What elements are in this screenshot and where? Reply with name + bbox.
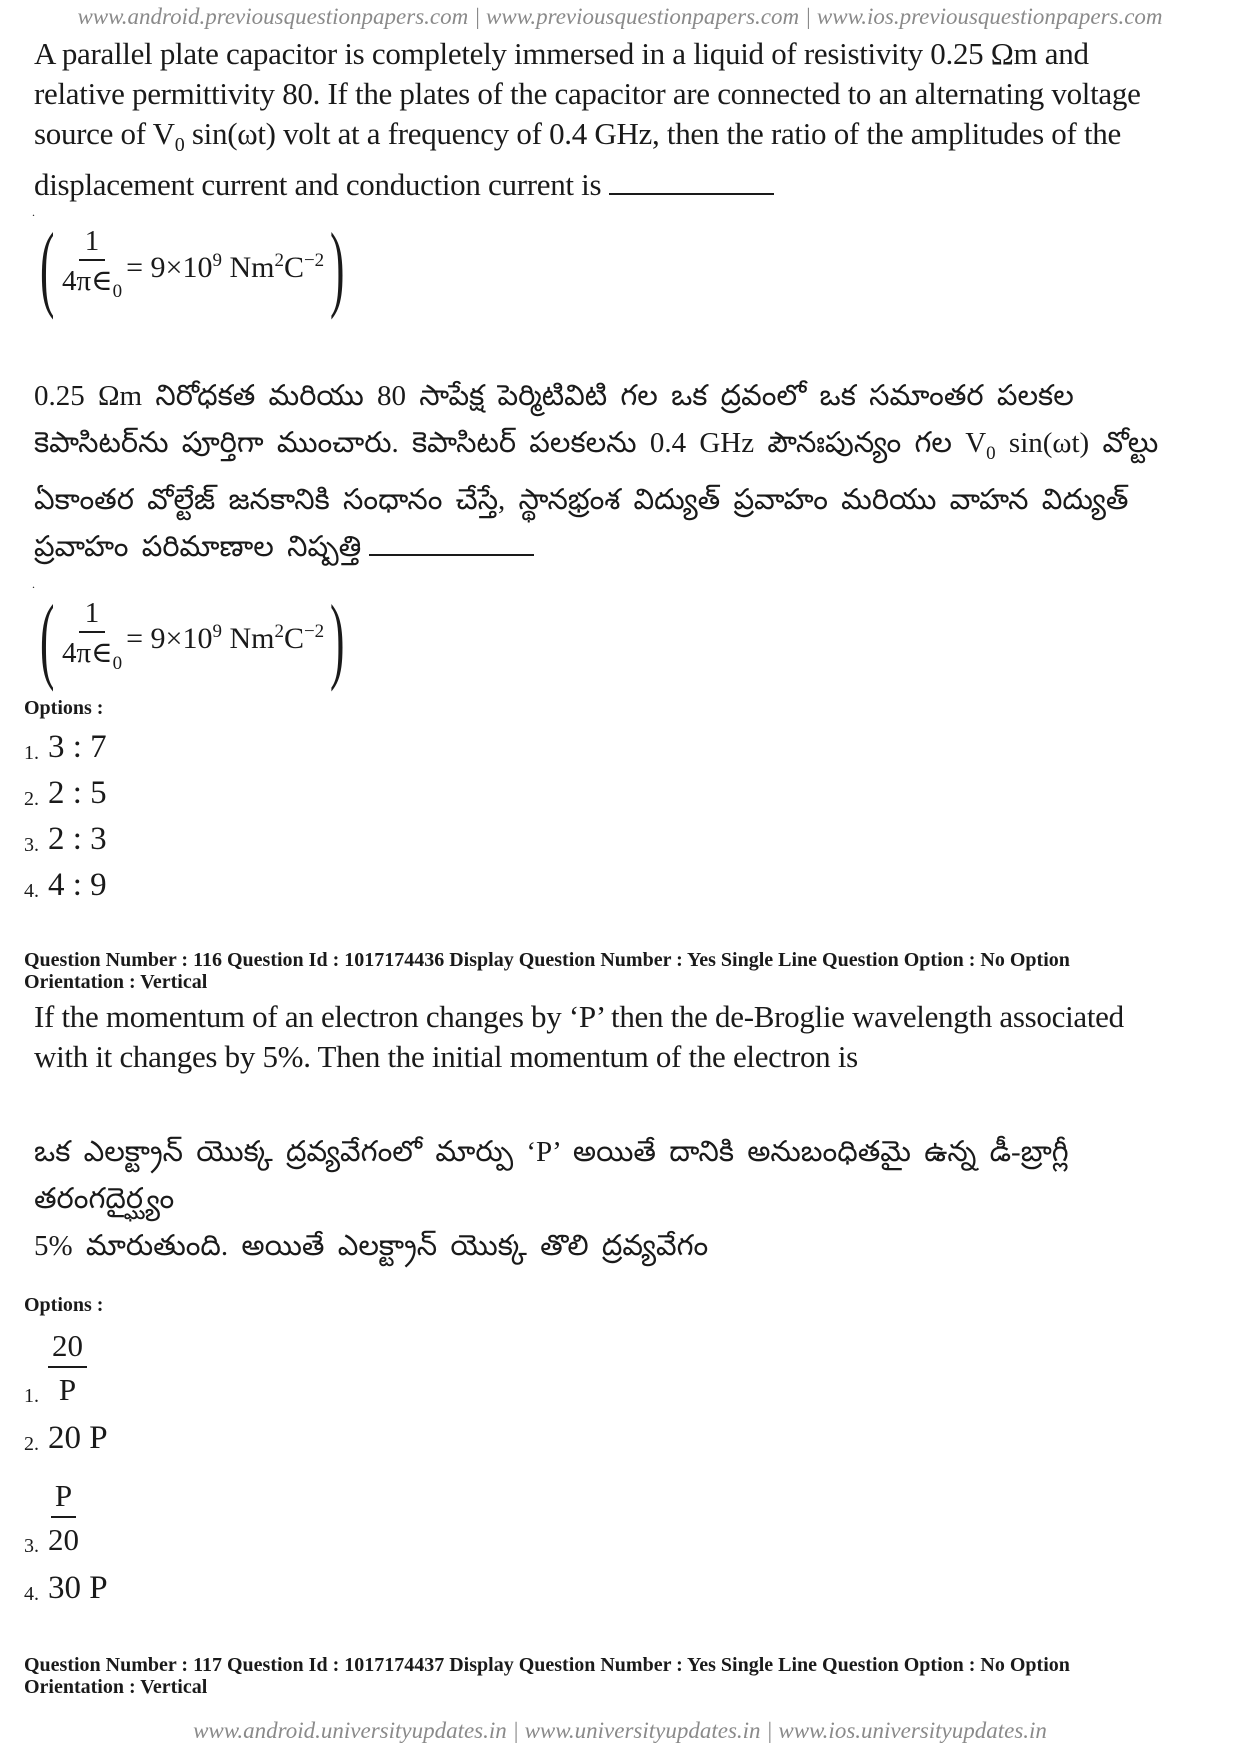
q116-options [24,1318,1214,1608]
q116-meta-line-2: Orientation : Vertical [24,970,208,993]
q116-option-2[interactable]: 2. 20 P [24,1419,108,1456]
q116-english-line-1: If the momentum of an electron changes by ‘P’ then the de-Broglie wavelength associated [34,998,1124,1034]
q115-english-line-4: displacement current and conduction current is [34,165,1214,205]
q115-telugu-line-1: 0.25 Ωm నిరోధకత మరియు 80 సాపేక్ష పెర్మిటివిటి గల ఒక ద్రవంలో ఒక సమాంతర పలకల [34,380,1074,413]
formula-rhs: = $9\times 10^9$ $Nm^2C^{-2}$ [126,621,325,656]
q115-telugu-line-4: ప్రవాహం పరిమాణాల నిష్పత్తి [34,524,1214,571]
q115-english-text [34,34,1214,205]
formula-fraction: $\frac{1}{4\pi\in_0}$ [62,224,123,302]
q115-formula-english [34,213,1214,321]
q116-english-line-2: with it changes by 5%. Then the initial momentum of the electron is [34,1038,858,1074]
q117-meta-line-2: Orientation : Vertical [24,1675,208,1698]
q116-telugu-line-2: 5% మారుతుంది. అయితే ఎలక్ట్రాన్ యొక్క తొలి ద్రవ్యవేగం [34,1229,709,1262]
watermark-bottom: www.android.universityupdates.in | www.universityupdates.in | www.ios.universityupdates.in [193,1718,1047,1743]
answer-blank [369,530,534,556]
q115-english-line-3: source of $V_0$ sin(ωt) volt at a frequency of 0.4 GHz, then the ratio of the amplitudes of the [34,116,1121,157]
q117-meta-line-1: Question Number : 117 Question Id : 1017174437 Display Question Number : Yes Single Line Question Option : No Option [24,1653,1070,1676]
formula-rhs: = $9\times 10^9$ $Nm^2C^{-2}$ [126,249,325,284]
q115-formula-telugu [34,584,1214,692]
q115-options-label: Options : [24,696,104,719]
q116-option-3[interactable]: 3. P 20 [24,1458,1214,1562]
left-paren: ( [40,584,55,692]
q117-meta [24,1654,1214,1698]
option-fraction: P 20 [48,1477,79,1557]
q115-telugu-line-2: కెపాసిటర్‌ను పూర్తిగా ముంచారు. కెపాసిటర్ పలకలను 0.4 GHz పౌనఃపున్యం గల $V_0$ sin(ωt) వోల్టు [34,427,1159,464]
q115-telugu-text [34,373,1214,571]
right-paren: ) [330,584,345,692]
q116-options-label: Options : [24,1293,104,1316]
answer-blank [609,169,774,195]
q116-telugu-text [34,1129,1214,1270]
q116-meta-line-1: Question Number : 116 Question Id : 1017174436 Display Question Number : Yes Single Line Question Option : No Option [24,948,1070,971]
right-paren: ) [330,213,345,321]
q116-option-1[interactable]: 1. 20 P [24,1318,1214,1412]
watermark-top: www.android.previousquestionpapers.com | www.previousquestionpapers.com | www.ios.previousquestionpapers.com [77,4,1163,29]
question-paper-content: A parallel plate capacitor is completely immersed in a liquid of resistivity 0.25 Ωm and relative permittivity 80. If the plates of the capacitor are connected to an alternating voltage source of $V_0$ sin(ωt) volt at a frequency of 0.4 GHz, then the ratio of the amplitudes of the displacement current and conduction current is . ( $\frac{1}{4\pi\in_0}$ = $9\times 10^9$ $Nm^2C^{-2}$ ) 0.25 Ωm నిరోధకత మరియు 80 సాపేక్ష పెర్మిటివిటి గల ఒక ద్రవంలో ఒక సమాంతర పలకల కెపాసిటర్‌ను పూర్తిగా ముంచారు. కెపాసిటర్ పలకలను 0.4 GHz పౌనఃపున్యం గల $V_0$ sin(ωt) వోల్టు ఏకాంతర వోల్టేజ్ జనకానికి సంధానం చేస్తే, స్థానభ్రంశ విద్యుత్ ప్రవాహం మరియు వాహన విద్యుత్ ప్రవాహం పరిమాణాల నిష్పత్తి . ( $\frac{1}{4\pi\in_0}$ = $9\times 10^9$ $Nm^2C^{-2}$ ) Options : 1. 3 : 7 2. 2 : 5 3. 2 : 3 4. 4 : 9 Question Number : 116 Question Id : 1017174436 Display Question Number : Yes Single Line Question Option : No Option Orientation : Vertical If the momentum of an electron changes by ‘P’ then the de-Broglie wavelength associated with it changes by 5%. Then the initial momentum of the electron is ఒక ఎలక్ట్రాన్ యొక్క ద్రవ్యవేగంలో మార్పు ‘P’ అయితే దానికి అనుబంధితమై ఉన్న డీ-బ్రాగ్లీ తరంగదైర్ఘ్యం 5% మారుతుంది. అయితే ఎలక్ట్రాన్ యొక్క తొలి ద్రవ్యవేగం Options : 1. 20 P 2. 20 P 3. P 20 4. 30 P Question Number : 117 Question Id : 1017174437 Display Question Number : Yes Single Line Question Option : No Option Orientation : Vertical [34,34,1214,1698]
q116-telugu-line-1: ఒక ఎలక్ట్రాన్ యొక్క ద్రవ్యవేగంలో మార్పు ‘P’ అయితే దానికి అనుబంధితమై ఉన్న డీ-బ్రాగ్లీ తరంగదైర్ఘ్యం [34,1135,1069,1215]
option-fraction: 20 P [48,1326,87,1412]
left-paren: ( [40,213,55,321]
q115-english-line-2: relative permittivity 80. If the plates of the capacitor are connected to an alternating voltage [34,76,1141,111]
q116-option-4[interactable]: 4. 30 P [24,1569,108,1606]
q116-english-text [34,997,1214,1077]
q115-option-3[interactable]: 3. 2 : 3 [24,820,107,857]
q115-option-4[interactable]: 4. 4 : 9 [24,866,107,903]
q115-options [24,721,1214,905]
q115-english-line-1: A parallel plate capacitor is completely immersed in a liquid of resistivity 0.25 Ωm and [34,36,1089,71]
formula-fraction: $\frac{1}{4\pi\in_0}$ [62,596,123,674]
q115-option-1[interactable]: 1. 3 : 7 [24,728,107,765]
q115-option-2[interactable]: 2. 2 : 5 [24,774,107,811]
q116-meta [24,949,1214,993]
q115-telugu-line-3: ఏకాంతర వోల్టేజ్ జనకానికి సంధానం చేస్తే, స్థానభ్రంశ విద్యుత్ ప్రవాహం మరియు వాహన విద్యుత్ [34,483,1129,516]
